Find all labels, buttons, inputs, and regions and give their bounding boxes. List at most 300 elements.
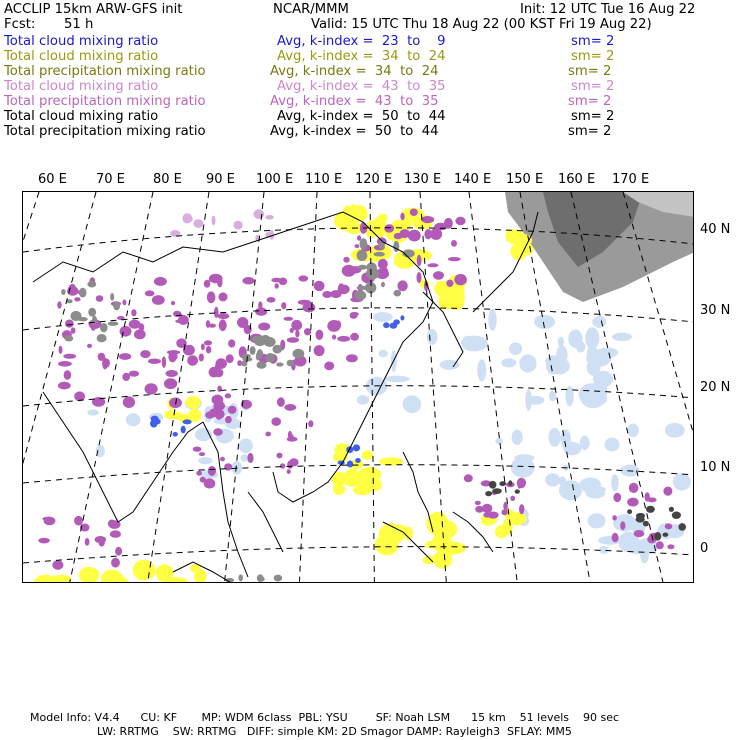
light-blue-cloud [565, 386, 573, 406]
lon-label: 150 E [506, 172, 544, 187]
purple-precip [519, 504, 524, 514]
gray-cloud [360, 238, 368, 249]
legend-k-index: Avg, k-index = 43 to 35 [270, 94, 439, 109]
purple-precip [178, 315, 189, 325]
purple-precip [408, 230, 421, 242]
legend-smoothing: sm= 2 [571, 49, 615, 64]
light-blue-cloud [640, 544, 649, 563]
purple-precip [322, 291, 332, 298]
dark-gray-cloud [485, 491, 492, 496]
purple-precip [217, 277, 222, 288]
yellow-cloud [133, 560, 156, 581]
purple-precip [277, 397, 285, 407]
legend-smoothing: sm= 2 [571, 34, 615, 49]
yellow-cloud [359, 476, 381, 491]
purple-precip [171, 301, 175, 305]
purple-precip [204, 280, 211, 288]
model-info-line2: LW: RRTMG SW: RRTMG DIFF: simple KM: 2D Smagor DAMP: Rayleigh3 SFLAY: MM5 [97, 725, 572, 738]
gray-cloud [79, 288, 87, 298]
yellow-cloud [481, 518, 495, 526]
blue-cloud [181, 426, 186, 434]
purple-precip [213, 401, 225, 411]
purple-precip [448, 257, 461, 261]
gray-cloud [357, 250, 368, 261]
purple-precip [38, 538, 50, 544]
lon-label: 140 E [454, 172, 492, 187]
legend-field-name: Total cloud mixing ratio [4, 109, 159, 124]
purple-precip [204, 340, 212, 345]
purple-precip [355, 244, 360, 248]
gray-cloud [238, 574, 243, 581]
purple-precip [475, 506, 484, 513]
purple-precip [105, 359, 110, 368]
purple-precip [64, 370, 72, 380]
light-purple-cloud [265, 215, 273, 220]
legend-smoothing: sm= 2 [568, 124, 612, 139]
light-blue-cloud [126, 413, 141, 426]
purple-precip [201, 344, 205, 351]
purple-precip [154, 277, 167, 286]
gray-cloud [276, 362, 283, 366]
purple-precip [430, 228, 442, 240]
purple-precip [295, 330, 299, 337]
purple-precip [65, 320, 74, 328]
light-blue-cloud [519, 354, 536, 372]
purple-precip [58, 382, 71, 390]
purple-precip [290, 328, 294, 333]
purple-precip [131, 309, 136, 316]
purple-precip [350, 313, 358, 319]
purple-precip [346, 354, 358, 362]
purple-precip [58, 361, 72, 367]
purple-precip [120, 326, 132, 337]
light-blue-cloud [587, 346, 598, 359]
purple-precip [258, 323, 270, 331]
yellow-cloud [426, 512, 448, 536]
gray-cloud [366, 262, 376, 272]
purple-precip [59, 346, 63, 354]
purple-precip [193, 447, 202, 452]
title-left: ACCLIP 15km ARW-GFS init [4, 2, 183, 17]
purple-precip [247, 453, 253, 463]
purple-precip [52, 560, 63, 570]
purple-precip [110, 530, 121, 537]
purple-precip [42, 517, 53, 521]
purple-precip [199, 452, 205, 456]
lon-label: 130 E [404, 172, 442, 187]
purple-precip [444, 218, 453, 229]
purple-precip [332, 335, 336, 340]
gray-cloud [355, 291, 367, 301]
light-blue-cloud [592, 316, 606, 328]
purple-precip [206, 320, 210, 328]
gray-cloud [293, 349, 305, 359]
map-canvas [23, 192, 694, 583]
purple-precip [612, 515, 617, 520]
light-blue-cloud [559, 480, 582, 500]
light-blue-cloud [611, 474, 618, 491]
blue-cloud [183, 419, 192, 424]
gray-cloud [264, 337, 276, 347]
purple-precip [74, 516, 83, 526]
lon-label: 100 E [256, 172, 294, 187]
gray-cloud [358, 265, 367, 270]
purple-precip [303, 303, 316, 313]
purple-precip [454, 274, 467, 285]
purple-precip [276, 453, 282, 459]
lon-label: 60 E [38, 172, 67, 187]
purple-precip [275, 283, 279, 288]
purple-precip [279, 278, 288, 286]
purple-precip [281, 302, 286, 309]
light-purple-cloud [193, 219, 203, 228]
purple-precip [122, 300, 126, 306]
light-blue-cloud [512, 430, 523, 445]
light-blue-cloud [514, 454, 534, 461]
lat-label: 0 [700, 541, 709, 556]
light-purple-cloud [212, 216, 216, 226]
blue-cloud [400, 315, 404, 320]
purple-precip [145, 383, 158, 394]
legend-k-index: Avg, k-index = 43 to 35 [277, 79, 446, 94]
purple-precip [148, 359, 161, 364]
gray-cloud [256, 353, 260, 361]
light-blue-cloud [477, 359, 486, 381]
purple-precip [162, 356, 166, 368]
light-blue-cloud [239, 438, 253, 453]
purple-precip [304, 328, 311, 335]
purple-precip [433, 271, 444, 280]
legend-smoothing: sm= 2 [571, 79, 615, 94]
dark-gray-cloud [654, 532, 661, 541]
purple-precip [57, 301, 61, 309]
light-blue-cloud [580, 436, 590, 451]
purple-precip [205, 412, 214, 419]
light-blue-cloud [198, 457, 212, 464]
purple-precip [164, 378, 177, 389]
light-blue-cloud [488, 309, 496, 331]
light-blue-cloud [605, 438, 620, 452]
dark-gray-cloud [663, 533, 669, 537]
purple-precip [226, 354, 234, 363]
purple-precip [287, 337, 299, 343]
purple-precip [667, 544, 674, 549]
purple-precip [187, 355, 198, 366]
light-blue-cloud [509, 342, 522, 355]
legend-field-name: Total cloud mixing ratio [4, 49, 159, 64]
gray-cloud [373, 252, 385, 257]
purple-precip [421, 216, 434, 223]
purple-precip [336, 320, 342, 329]
light-blue-cloud [357, 395, 369, 405]
purple-precip [216, 412, 223, 420]
purple-precip [207, 291, 216, 303]
purple-precip [115, 547, 122, 556]
purple-precip [242, 277, 254, 284]
purple-precip [446, 280, 453, 287]
purple-precip [384, 224, 394, 232]
purple-precip [397, 280, 407, 291]
purple-precip [129, 371, 139, 377]
light-blue-cloud [576, 341, 585, 352]
purple-precip [217, 386, 222, 392]
yellow-cloud [495, 525, 508, 538]
light-blue-cloud [549, 391, 556, 402]
purple-precip [271, 417, 281, 426]
dark-gray-cloud [508, 480, 512, 486]
purple-precip [284, 317, 294, 321]
lon-label: 90 E [206, 172, 235, 187]
purple-precip [620, 521, 625, 530]
purple-precip [74, 297, 80, 301]
blue-cloud [173, 432, 178, 437]
light-blue-cloud [556, 345, 567, 364]
purple-precip [417, 272, 422, 283]
purple-precip [134, 329, 146, 339]
dark-gray-cloud [643, 521, 649, 527]
purple-precip [287, 469, 291, 474]
purple-precip [308, 420, 313, 427]
lon-label: 70 E [96, 172, 125, 187]
light-blue-cloud [588, 513, 606, 528]
light-blue-cloud [549, 428, 561, 447]
purple-precip [87, 344, 92, 348]
dark-gray-cloud [672, 512, 681, 519]
legend-k-index: Avg, k-index = 50 to 44 [270, 124, 439, 139]
yellow-cloud [362, 450, 373, 460]
purple-precip [324, 362, 334, 371]
latitude-line [23, 547, 694, 563]
lat-label: 20 N [700, 380, 731, 395]
lat-label: 30 N [700, 303, 731, 318]
light-blue-cloud [579, 383, 607, 406]
purple-precip [656, 541, 664, 549]
purple-precip [199, 354, 204, 362]
yellow-cloud [510, 243, 527, 260]
dark-gray-cloud [646, 506, 655, 513]
purple-precip [255, 308, 267, 316]
purple-precip [427, 263, 438, 267]
blue-cloud [346, 446, 353, 453]
purple-precip [634, 530, 645, 537]
purple-precip [119, 353, 131, 360]
gray-cloud [381, 282, 385, 287]
purple-precip [316, 330, 324, 340]
light-blue-cloud [587, 359, 601, 376]
purple-precip [63, 354, 76, 359]
purple-precip [123, 396, 135, 408]
purple-precip [95, 536, 106, 543]
legend-k-index: Avg, k-index = 50 to 44 [277, 109, 446, 124]
blue-cloud [355, 458, 361, 463]
light-blue-cloud [585, 327, 599, 349]
purple-precip [394, 233, 403, 239]
gray-cloud [97, 334, 107, 342]
purple-precip [111, 558, 120, 568]
valid-time: Valid: 15 UTC Thu 18 Aug 22 (00 KST Fri 19 Aug 22) [311, 17, 652, 32]
purple-precip [314, 281, 325, 291]
gray-cloud [394, 290, 402, 297]
light-blue-cloud [379, 350, 388, 357]
purple-precip [98, 353, 106, 361]
purple-precip [400, 213, 404, 220]
gray-cloud [273, 345, 283, 354]
gray-cloud [260, 577, 265, 582]
gray-cloud [113, 301, 120, 310]
legend-field-name: Total precipitation mixing ratio [4, 64, 206, 79]
purple-precip [196, 471, 202, 476]
dark-gray-cloud [492, 488, 502, 494]
purple-precip [218, 292, 227, 301]
dark-gray-cloud [678, 523, 686, 531]
legend-field-name: Total cloud mixing ratio [4, 79, 159, 94]
purple-precip [288, 431, 292, 440]
lon-label: 80 E [153, 172, 182, 187]
yellow-cloud [79, 567, 99, 583]
gray-cloud [255, 339, 266, 346]
purple-precip [629, 483, 639, 493]
purple-precip [228, 339, 235, 347]
light-blue-cloud [525, 389, 531, 411]
model-info-line1: Model Info: V4.4 CU: KF MP: WDM 6class PBL: YSU SF: Noah LSM 15 km 51 levels 90 sec [30, 711, 620, 724]
purple-precip [71, 327, 76, 333]
light-blue-cloud [673, 473, 691, 490]
purple-precip [145, 290, 155, 296]
dark-gray-cloud [636, 516, 645, 522]
purple-precip [224, 463, 232, 470]
blue-cloud [150, 420, 158, 428]
purple-precip [612, 533, 619, 543]
legend-field-name: Total precipitation mixing ratio [4, 124, 206, 139]
purple-precip [204, 478, 216, 488]
init-time: Init: 12 UTC Tue 16 Aug 22 [520, 2, 696, 17]
purple-precip [518, 482, 522, 489]
gray-cloud [110, 293, 114, 301]
legend-k-index: Avg, k-index = 23 to 9 [277, 34, 446, 49]
purple-precip [265, 432, 271, 437]
light-blue-cloud [579, 478, 601, 492]
fcst-value: 51 h [64, 17, 94, 32]
gray-cloud [92, 316, 97, 325]
purple-precip [475, 501, 481, 505]
yellow-cloud [170, 412, 182, 420]
longitude-line [224, 192, 264, 583]
cloud-fields [34, 192, 694, 583]
coastline [248, 492, 283, 552]
purple-precip [627, 498, 638, 507]
purple-precip [209, 367, 220, 378]
lon-label: 110 E [305, 172, 343, 187]
lon-label: 170 E [612, 172, 650, 187]
purple-precip [85, 538, 90, 546]
yellow-cloud [333, 483, 345, 495]
purple-precip [216, 358, 227, 369]
purple-precip [665, 523, 673, 529]
light-blue-cloud [462, 336, 476, 349]
blue-cloud [353, 444, 360, 451]
purple-precip [663, 487, 672, 496]
gray-cloud [71, 311, 82, 321]
title-center: NCAR/MMM [273, 2, 349, 17]
purple-precip [284, 404, 296, 411]
purple-precip [228, 406, 237, 414]
purple-precip [129, 320, 141, 329]
gray-cloud [250, 346, 256, 355]
purple-precip [613, 493, 621, 502]
light-blue-cloud [558, 337, 564, 347]
gray-cloud [379, 240, 385, 250]
purple-precip [225, 416, 232, 423]
gray-cloud [100, 323, 108, 332]
purple-precip [410, 209, 418, 216]
purple-precip [299, 275, 309, 281]
light-blue-cloud [403, 395, 421, 413]
gray-cloud [257, 361, 267, 368]
blue-cloud [390, 323, 398, 329]
purple-precip [219, 320, 227, 332]
light-blue-cloud [427, 329, 438, 345]
yellow-cloud [452, 295, 462, 308]
yellow-cloud [433, 551, 452, 569]
gray-cloud [287, 360, 294, 367]
fcst-label: Fcst: [4, 17, 36, 32]
purple-precip [213, 428, 223, 436]
purple-precip [96, 295, 104, 302]
light-blue-cloud [495, 438, 503, 444]
light-blue-cloud [87, 409, 99, 415]
gray-cloud [61, 289, 66, 295]
map-panel [22, 191, 694, 583]
dark-gray-cloud [627, 509, 632, 514]
dark-gray-cloud [669, 507, 674, 512]
purple-precip [206, 346, 212, 353]
legend-smoothing: sm= 2 [571, 109, 615, 124]
blue-cloud [383, 322, 389, 328]
purple-precip [225, 393, 231, 398]
purple-precip [337, 336, 350, 342]
light-blue-cloud [501, 358, 516, 367]
legend-k-index: Avg, k-index = 34 to 24 [270, 64, 439, 79]
lon-label: 160 E [558, 172, 596, 187]
legend-field-name: Total cloud mixing ratio [4, 34, 159, 49]
light-blue-cloud [545, 473, 560, 486]
purple-precip [208, 466, 216, 476]
gray-cloud [87, 281, 96, 288]
light-blue-cloud [612, 333, 632, 342]
dark-gray-cloud [515, 489, 520, 493]
purple-precip [501, 509, 507, 515]
light-blue-cloud [231, 461, 242, 475]
light-blue-cloud [384, 376, 410, 383]
gray-cloud [393, 241, 399, 252]
light-blue-cloud [628, 424, 639, 438]
purple-precip [451, 240, 457, 247]
light-blue-cloud [373, 312, 393, 322]
purple-precip [166, 370, 178, 377]
light-purple-cloud [254, 209, 265, 219]
lat-label: 40 N [700, 222, 731, 237]
light-purple-cloud [234, 221, 243, 230]
purple-precip [168, 352, 176, 363]
gray-cloud [64, 335, 73, 341]
purple-precip [455, 217, 465, 225]
purple-precip [343, 257, 349, 263]
purple-precip [510, 496, 515, 501]
purple-precip [645, 492, 650, 501]
dark-gray-cloud [489, 481, 497, 489]
purple-precip [287, 461, 293, 469]
yellow-cloud [51, 575, 71, 583]
